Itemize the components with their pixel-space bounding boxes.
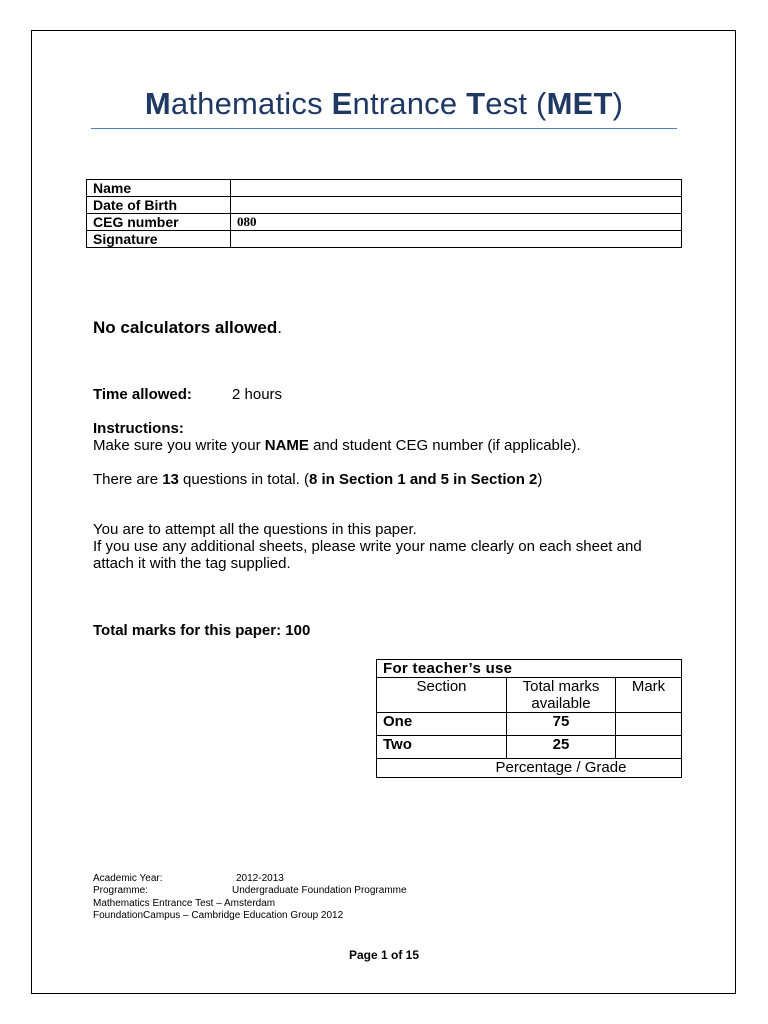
instruction-attach: attach it with the tag supplied. bbox=[93, 555, 291, 572]
footer-copyright: FoundationCampus – Cambridge Education Group 2012 bbox=[93, 910, 344, 921]
col-section: Section bbox=[377, 678, 507, 713]
footer-test-location: Mathematics Entrance Test – Amsterdam bbox=[93, 898, 276, 909]
row-total: 75 bbox=[507, 713, 616, 736]
title-underline bbox=[91, 128, 677, 129]
row-mark[interactable] bbox=[616, 713, 682, 736]
instruction-questions: There are 13 questions in total. (8 in Section 1 and 5 in Section 2) bbox=[93, 471, 543, 488]
ceg-label: CEG number bbox=[87, 214, 231, 231]
table-row bbox=[377, 736, 682, 759]
signature-field[interactable] bbox=[231, 231, 682, 248]
page-number: Page 1 of 15 bbox=[348, 948, 420, 962]
ceg-field[interactable]: 080 bbox=[231, 214, 682, 231]
total-marks: Total marks for this paper: 100 bbox=[93, 622, 311, 639]
row-mark[interactable] bbox=[616, 736, 682, 759]
table-row bbox=[377, 759, 682, 778]
name-label: Name bbox=[87, 180, 231, 197]
instructions-heading: Instructions: bbox=[93, 420, 184, 437]
no-calculators-notice: No calculators allowed. bbox=[93, 318, 282, 337]
table-row bbox=[377, 678, 682, 713]
teacher-heading: For teacher’s use bbox=[377, 660, 682, 678]
page-border bbox=[31, 30, 736, 994]
table-row bbox=[87, 197, 682, 214]
name-field[interactable] bbox=[231, 180, 682, 197]
instruction-sheets: If you use any additional sheets, please write your name clearly on each sheet and bbox=[93, 538, 642, 555]
row-total: 25 bbox=[507, 736, 616, 759]
col-mark: Mark bbox=[616, 678, 682, 713]
instruction-name: Make sure you write your NAME and student CEG number (if applicable). bbox=[93, 437, 581, 454]
instruction-attempt: You are to attempt all the questions in this paper. bbox=[93, 521, 417, 538]
col-total: Total marks available bbox=[507, 678, 616, 713]
student-details-table bbox=[86, 179, 682, 248]
page-title: Mathematics Entrance Test (MET) bbox=[144, 86, 624, 121]
percentage-grade[interactable]: Percentage / Grade bbox=[377, 759, 682, 778]
time-value: 2 hours bbox=[232, 386, 283, 403]
row-section: One bbox=[377, 713, 507, 736]
table-row bbox=[87, 231, 682, 248]
table-row bbox=[377, 660, 682, 678]
dob-label: Date of Birth bbox=[87, 197, 231, 214]
time-label: Time allowed: bbox=[93, 386, 192, 403]
programme-label: Programme: bbox=[93, 885, 149, 896]
row-section: Two bbox=[377, 736, 507, 759]
programme-value: Undergraduate Foundation Programme bbox=[232, 885, 407, 896]
table-row bbox=[87, 180, 682, 197]
table-row bbox=[87, 214, 682, 231]
dob-field[interactable] bbox=[231, 197, 682, 214]
academic-year-value: 2012-2013 bbox=[236, 873, 284, 884]
signature-label: Signature bbox=[87, 231, 231, 248]
table-row bbox=[377, 713, 682, 736]
teacher-use-table bbox=[376, 659, 682, 778]
academic-year-label: Academic Year: bbox=[93, 873, 163, 884]
